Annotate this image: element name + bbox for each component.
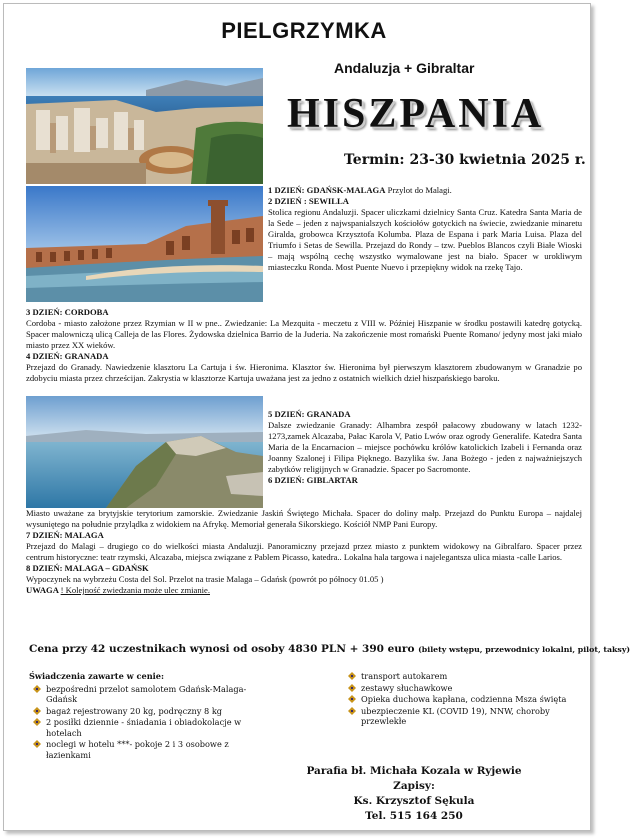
- service-item: [29, 717, 259, 738]
- day2-text: Stolica regionu Andaluzji. Spacer uliczkami dzielnicy Santa Cruz. Katedra Santa Maria de la Sede – jeden z najwspanialszych kościołów gotyckich na świecie, zwiedzanie minaretu Giralda, grobowca Krzysztofa Kolumba. Plaza de Espana i park Maria Luisa. Plaza del Triumfo i Setas de Sewilla. Przejazd do Rondy – tzw. Pueblos Blancos czyli Białe Wioski – mają wspólną cechę wszystko wymalowane jest na biało. Spacer w urokliwym miasteczku Ronda. Most Puente Nuevo i przepiękny widok na rzekę Tajo.: [268, 207, 582, 272]
- poster-title: PIELGRZYMKA: [221, 18, 387, 43]
- day6-text: Miasto uważane za brytyjskie terytorium zamorskie. Zwiedzanie Jaskiń Świętego Michała. Spacer do doliny małp. Przejazd do Punktu Europa – najdalej wysuniętego na południe przylądka z widokiem na Afrykę. Memoriał generała Sikorskiego. Kościół NMP Pani Europy.: [26, 508, 582, 529]
- poster-page: [3, 3, 630, 831]
- service-item: [344, 683, 584, 694]
- service-item: [29, 739, 259, 760]
- gibraltar-photo: [26, 396, 263, 508]
- poster-subtitle: Andaluzja + Gibraltar: [334, 60, 475, 76]
- service-item: [344, 694, 584, 705]
- services-right: [344, 671, 584, 728]
- day1-title: 1 DZIEŃ: GDAŃSK-MALAGA: [268, 185, 386, 195]
- service-item: [29, 706, 259, 717]
- malaga-harbour-photo: [26, 68, 263, 184]
- contact-phone: Tel. 515 164 250: [365, 810, 463, 822]
- day3-text: Cordoba - miasto założone przez Rzymian w II w pne.. Zwiedzanie: La Mezquita - meczetu z VIII w. Później Hiszpanie w środku postawili katedrę gotycką. Spacer malowniczą ulicą Calleja de las Flores. Żydowska dzielnica Barrio de la Juderia. Na zakończenie most romański Puente Romano/ jedyny most jaki miało miasto przez XX wieków.: [26, 318, 582, 350]
- day7-title: 7 DZIEŃ: MALAGA: [26, 530, 104, 540]
- trip-date: Termin: 23-30 kwietnia 2025 r.: [344, 152, 586, 168]
- service-text: bezpośredni przelot samolotem Gdańsk-Malaga- Gdańsk: [46, 683, 247, 704]
- bullet-icon: [348, 695, 356, 703]
- service-item: [29, 684, 259, 705]
- services-right-list: [344, 671, 584, 727]
- day5-text: Dalsze zwiedzanie Granady: Alhambra zespół pałacowy zbudowany w latach 1232- 1273,zamek Alcazaba, Pałac Karola V, Patio Lwów oraz ogrody Generalife. Katedra Santa Maria de la Encarnacion – miejsce pochówku królów katolickich Izabeli i Fernanda oraz Joanny Szalonej i Filipa Pięknego. Bazylika św. Jana Bożego - jeden z najważniejszych zabytków religijnych w Granadzie. Spacer po Sacromonte.: [268, 420, 582, 474]
- bullet-icon: [33, 707, 41, 715]
- zapisy-label: Zapisy:: [393, 780, 435, 792]
- day4-text: Przejazd do Granady. Nawiedzenie klasztoru La Cartuja i św. Hieronima. Klasztor św. Hieronima był pierwszym klasztorem zbudowanym w Granadzie po zdobyciu miasta przez chrześcijan. Zakrystia w klasztorze Kartuja uważana jest za jedno z ostatnich wielkich dzieł hiszpańskiego baroku.: [26, 362, 582, 383]
- note-text: ! Kolejność zwiedzania może ulec zmianie.: [60, 585, 210, 595]
- day8-title: 8 DZIEŃ: MALAGA – GDAŃSK: [26, 563, 149, 573]
- day4-title: 4 DZIEŃ: GRANADA: [26, 351, 109, 361]
- services-left-list: [29, 684, 259, 761]
- bullet-icon: [33, 718, 41, 726]
- day5-title: 5 DZIEŃ: GRANADA: [268, 409, 351, 419]
- plaza-de-espana-photo: [26, 186, 263, 302]
- itinerary-day6-8: [26, 508, 582, 596]
- day8-text: Wypoczynek na wybrzeżu Costa del Sol. Przelot na trasie Malaga – Gdańsk (powrót po północy 01.05 ): [26, 574, 384, 584]
- itinerary-day3-4: [26, 307, 582, 384]
- services-left: [29, 671, 259, 761]
- country-heading: HISZPANIA: [287, 91, 545, 137]
- service-text: bagaż rejestrowany 20 kg, podręczny 8 kg: [46, 705, 223, 716]
- contact-person: Ks. Krzysztof Sękula: [353, 795, 475, 807]
- contact-footer: [304, 764, 524, 824]
- bullet-icon: [348, 672, 356, 680]
- service-text: Opieka duchowa kapłana, codzienna Msza święta: [361, 694, 567, 704]
- parish-name: Parafia bł. Michała Kozala w Ryjewie: [306, 765, 522, 777]
- note-label: UWAGA: [26, 585, 61, 595]
- service-text: transport autokarem: [361, 671, 448, 681]
- bullet-icon: [348, 684, 356, 692]
- itinerary-day1-2: [268, 185, 582, 273]
- day6-title: 6 DZIEŃ: GIBLARTAR: [268, 475, 358, 485]
- service-text: ubezpieczenie KL (COVID 19), NNW, choroby przewlekłe: [361, 705, 550, 726]
- day1-text: Przylot do Malagi.: [387, 185, 452, 195]
- day2-title: 2 DZIEŃ : SEWILLA: [268, 196, 349, 206]
- service-text: 2 posiłki dziennie - śniadania i obiadokolacje w hotelach: [46, 717, 242, 738]
- service-item: [344, 706, 584, 727]
- price-main: Cena przy 42 uczestnikach wynosi od osoby 4830 PLN + 390 euro: [29, 643, 415, 655]
- day7-text: Przejazd do Malagi – drugiego co do wielkości miasta Andaluzji. Panoramiczny przejazd przez miasto z punktem widokowy na Gibralfaro. Spacer przez centrum historyczne: teatr rzymski, Alcazaba, miejsca związane z Pablem Picasso, katedra.. Lokalna hala targowa i najelegantsza ulica miasta -calle Larios.: [26, 541, 582, 562]
- service-item: [344, 671, 584, 682]
- price-line: [29, 643, 630, 655]
- price-extra: (bilety wstępu, przewodnicy lokalni, pilot, taksy): [418, 645, 630, 654]
- bullet-icon: [348, 707, 356, 715]
- day3-title: 3 DZIEŃ: CORDOBA: [26, 307, 109, 317]
- services-label: Świadczenia zawarte w cenie:: [29, 671, 165, 681]
- service-text: noclegi w hotelu ***- pokoje 2 i 3 osobowe z łazienkami: [46, 739, 229, 760]
- bullet-icon: [33, 685, 41, 693]
- bullet-icon: [33, 740, 41, 748]
- service-text: zestawy słuchawkowe: [361, 682, 453, 693]
- itinerary-day5-6: [268, 409, 582, 486]
